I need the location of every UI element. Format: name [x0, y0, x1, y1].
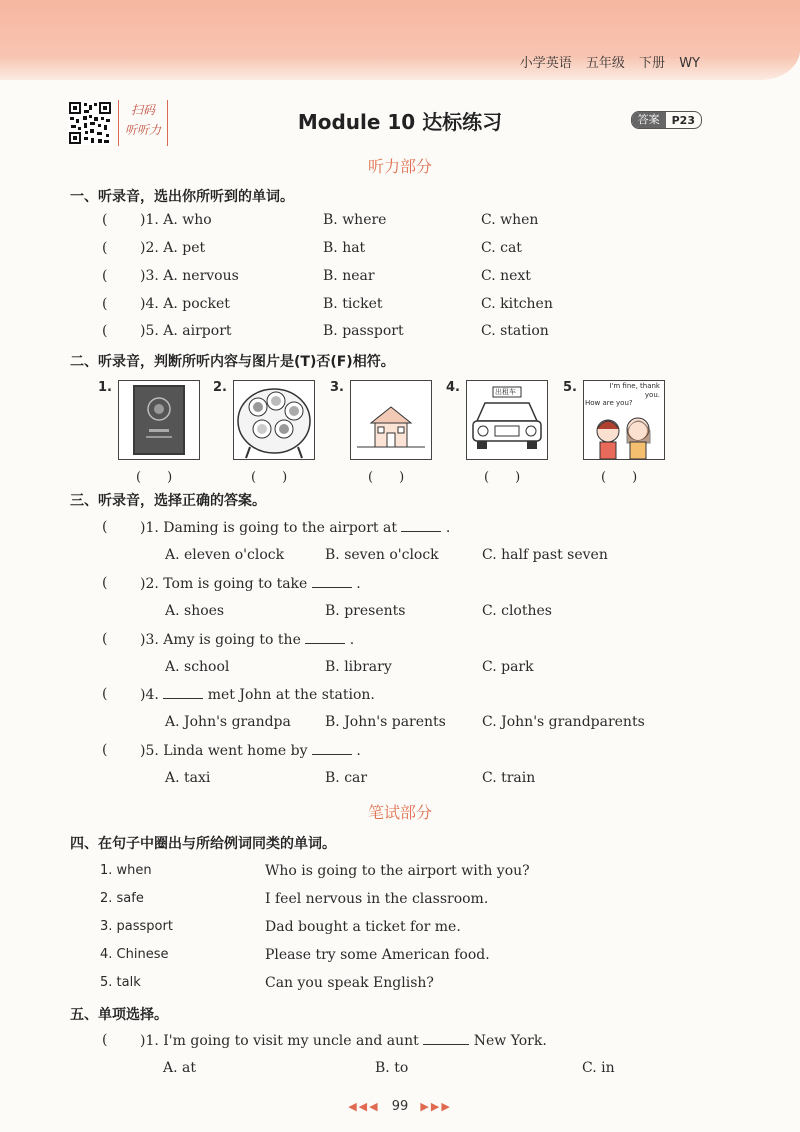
option-a[interactable]: )5. A. airport [140, 323, 232, 339]
next-arrows-icon: ▶▶▶ [420, 1100, 452, 1113]
option-c[interactable]: C. in [582, 1060, 615, 1076]
answer-paren[interactable]: ( [102, 268, 108, 284]
example-word: 3. passport [100, 919, 173, 934]
question-text: )3. Amy is going to the . [140, 632, 355, 648]
passport-picture [118, 380, 200, 460]
option-a[interactable]: A. John's grandpa [165, 714, 291, 730]
picture-number: 1. [98, 380, 112, 395]
part4-item [0, 919, 800, 941]
answer-paren[interactable]: ( ) [601, 470, 638, 485]
part3-options [0, 603, 800, 625]
answer-paren[interactable]: ( [102, 240, 108, 256]
option-c[interactable]: C. cat [481, 240, 522, 256]
answer-paren[interactable]: ( ) [251, 470, 288, 485]
answer-badge[interactable] [631, 111, 702, 129]
option-a[interactable]: A. taxi [165, 770, 211, 786]
option-c[interactable]: C. half past seven [482, 547, 608, 563]
option-c[interactable]: C. John's grandparents [482, 714, 645, 730]
part1-heading: 一、听录音，选出你所听到的单词。 [70, 189, 294, 205]
option-a[interactable]: A. eleven o'clock [165, 547, 285, 563]
option-c[interactable]: C. when [481, 212, 539, 228]
option-b[interactable]: B. hat [323, 240, 366, 256]
header-subject: 小学英语 [519, 56, 572, 71]
option-b[interactable]: B. John's parents [325, 714, 446, 730]
picture-number: 2. [213, 380, 227, 395]
option-b[interactable]: B. to [375, 1060, 409, 1076]
part3-options [0, 659, 800, 681]
answer-paren[interactable]: ( [102, 742, 108, 758]
option-a[interactable]: A. shoes [165, 603, 225, 619]
option-a[interactable]: A. at [163, 1060, 196, 1076]
part3-question [0, 631, 800, 653]
answer-paren[interactable]: ( [102, 575, 108, 591]
answer-paren[interactable]: ( [102, 631, 108, 647]
scan-label-line1: 扫码 [130, 103, 155, 117]
part4-heading: 四、在句子中圈出与所给例词同类的单词。 [70, 836, 336, 852]
part3-options [0, 770, 800, 792]
speech-bubble-1: I'm fine, thank you. [609, 382, 660, 399]
sentence-text[interactable]: Who is going to the airport with you? [265, 863, 530, 879]
option-b[interactable]: B. car [325, 770, 368, 786]
part3-question [0, 575, 800, 597]
part3-question [0, 519, 800, 541]
question-text: )4. met John at the station. [140, 687, 375, 703]
example-word: 2. safe [100, 891, 144, 906]
scan-label-line2: 听听力 [124, 123, 161, 137]
sentence-text[interactable]: Dad bought a ticket for me. [265, 919, 461, 935]
header-grade: 五年级 [585, 56, 625, 71]
picture-number: 5. [563, 380, 577, 395]
answer-blank[interactable] [401, 519, 441, 532]
option-c[interactable]: C. kitchen [481, 296, 553, 312]
sentence-text[interactable]: Can you speak English? [265, 975, 434, 991]
question-text: )2. Tom is going to take . [140, 576, 361, 592]
example-word: 4. Chinese [100, 947, 169, 962]
question-text: )5. Linda went home by . [140, 743, 361, 759]
question-text: )1. I'm going to visit my uncle and aunt New York. [140, 1033, 547, 1049]
part4-item [0, 891, 800, 913]
option-c[interactable]: C. next [481, 268, 531, 284]
answer-blank[interactable] [163, 686, 203, 699]
example-word: 1. when [100, 863, 152, 878]
answer-paren[interactable]: ( ) [368, 470, 405, 485]
option-a[interactable]: )3. A. nervous [140, 268, 239, 284]
option-b[interactable]: B. where [323, 212, 387, 228]
option-a[interactable]: A. school [165, 659, 230, 675]
picture-number: 3. [330, 380, 344, 395]
answer-blank[interactable] [312, 742, 352, 755]
answer-paren[interactable]: ( [102, 1032, 108, 1048]
part2-heading: 二、听录音，判断所听内容与图片是(T)否(F)相符。 [70, 354, 395, 370]
answer-paren[interactable]: ( [102, 519, 108, 535]
picture-row [98, 380, 700, 485]
sentence-text[interactable]: I feel nervous in the classroom. [265, 891, 489, 907]
answer-paren[interactable]: ( [102, 323, 108, 339]
header-edition: WY [679, 56, 700, 71]
page-title: Module 10 达标练习 [297, 110, 503, 134]
option-a[interactable]: )1. A. who [140, 212, 212, 228]
answer-paren[interactable]: ( [102, 686, 108, 702]
part3-question [0, 742, 800, 764]
answer-blank[interactable] [312, 575, 352, 588]
writing-section-title: 笔试部分 [367, 803, 432, 822]
listening-section-title: 听力部分 [367, 157, 432, 176]
option-c[interactable]: C. park [482, 659, 534, 675]
example-word: 5. talk [100, 975, 141, 990]
option-a[interactable]: )4. A. pocket [140, 296, 230, 312]
option-b[interactable]: B. near [323, 268, 375, 284]
answer-paren[interactable]: ( ) [136, 470, 173, 485]
option-b[interactable]: B. library [325, 659, 392, 675]
answer-blank[interactable] [423, 1032, 469, 1045]
option-b[interactable]: B. ticket [323, 296, 383, 312]
answer-badge-page: P23 [671, 113, 695, 127]
header-info [520, 52, 700, 71]
option-c[interactable]: C. station [481, 323, 549, 339]
prev-arrows-icon: ◀◀◀ [348, 1100, 380, 1113]
question-text: )1. Daming is going to the airport at . [140, 520, 451, 536]
part1-item [0, 296, 800, 318]
part3-heading: 三、听录音，选择正确的答案。 [70, 493, 266, 509]
part5-options-1 [0, 1060, 800, 1082]
page-number: 99 [391, 1099, 409, 1114]
option-c[interactable]: C. clothes [482, 603, 552, 619]
part3-options [0, 714, 800, 736]
answer-badge-label: 答案 [632, 112, 666, 128]
speech-bubble-2: How are you? [585, 399, 633, 407]
header-term: 下册 [639, 56, 666, 71]
part5-heading: 五、单项选择。 [70, 1007, 168, 1023]
page-footer [0, 1099, 800, 1114]
part4-item [0, 975, 800, 997]
part1-item [0, 323, 800, 345]
answer-paren[interactable]: ( ) [484, 470, 521, 485]
part3-options [0, 547, 800, 569]
part4-item [0, 947, 800, 969]
part1-item [0, 240, 800, 262]
part3-question [0, 686, 800, 708]
answer-blank[interactable] [305, 631, 345, 644]
option-c[interactable]: C. train [482, 770, 536, 786]
answer-paren[interactable]: ( [102, 212, 108, 228]
part4-item [0, 863, 800, 885]
taxi-sign-text: 出租车 [495, 388, 516, 396]
sentence-text[interactable]: Please try some American food. [265, 947, 490, 963]
part1-item [0, 268, 800, 290]
answer-paren[interactable]: ( [102, 296, 108, 312]
part5-question-1 [0, 1032, 800, 1054]
picture-number: 4. [446, 380, 460, 395]
house-picture [350, 380, 432, 460]
part1-item [0, 212, 800, 234]
option-b[interactable]: B. presents [325, 603, 406, 619]
food-table-picture [233, 380, 315, 460]
greeting-picture [583, 380, 665, 460]
option-b[interactable]: B. passport [323, 323, 404, 339]
option-b[interactable]: B. seven o'clock [325, 547, 439, 563]
option-a[interactable]: )2. A. pet [140, 240, 206, 256]
taxi-picture [466, 380, 548, 460]
